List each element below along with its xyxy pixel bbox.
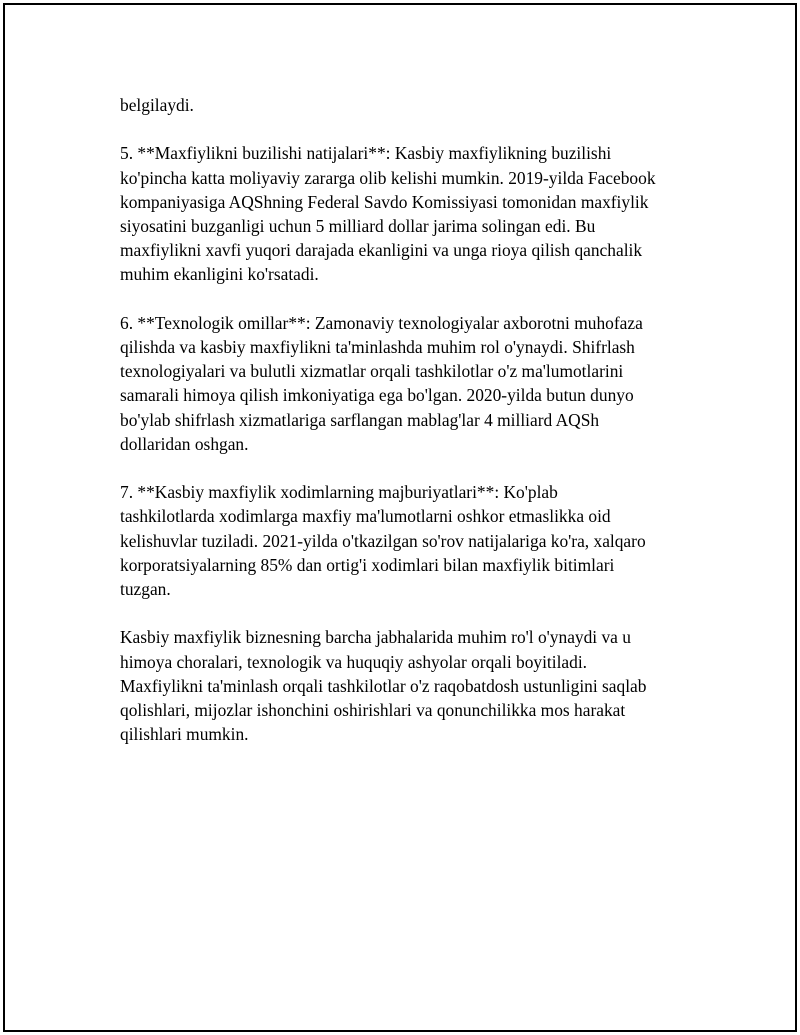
page-frame bbox=[3, 3, 797, 1032]
paragraph-item-7: 7. **Kasbiy maxfiylik xodimlarning majburiyatlari**: Ko'plab tashkilotlarda xodimlarga maxfiy ma'lumotlarni oshkor etmaslikka oid kelishuvlar tuziladi. 2021-yilda o'tkazilgan so'rov natijalariga ko'ra, xalqaro korporatsiyalarning 85% dan ortig'i xodimlari bilan maxfiylik bitimlari tuzgan. bbox=[120, 482, 646, 600]
paragraph-conclusion: Kasbiy maxfiylik biznesning barcha jabhalarida muhim ro'l o'ynaydi va u himoya choralari, texnologik va huquqiy ashyolar orqali boyitiladi. Maxfiylikni ta'minlash orqali tashkilotlar o'z raqobatdosh ustunligini saqlab qolishlari, mijozlar ishonchini oshirishlari va qonunchilikka mos harakat qilishlari mumkin. bbox=[120, 627, 647, 745]
paragraph-item-6: 6. **Texnologik omillar**: Zamonaviy texnologiyalar axborotni muhofaza qilishda va kasbiy maxfiylikni ta'minlashda muhim rol o'ynaydi. Shifrlash texnologiyalari va bulutli xizmatlar orqali tashkilotlar o'z ma'lumotlarini samarali himoya qilish imkoniyatiga ega bo'lgan. 2020-yilda butun dunyo bo'ylab shifrlash xizmatlariga sarflangan mablag'lar 4 milliard AQSh dollaridan oshgan. bbox=[120, 312, 643, 454]
document-body bbox=[120, 93, 700, 771]
paragraph-item-5: 5. **Maxfiylikni buzilishi natijalari**: Kasbiy maxfiylikning buzilishi ko'pincha katta moliyaviy zararga olib kelishi mumkin. 2019-yilda Facebook kompaniyasiga AQShning Federal Savdo Komissiyasi tomonidan maxfiylik siyosatini buzganligi uchun 5 milliard dollar jarima solingan edi. Bu maxfiylikni xavfi yuqori darajada ekanligini va unga rioya qilish qanchalik muhim ekanligini ko'rsatadi. bbox=[120, 143, 656, 285]
paragraph-continuation: belgilaydi. bbox=[120, 95, 194, 115]
